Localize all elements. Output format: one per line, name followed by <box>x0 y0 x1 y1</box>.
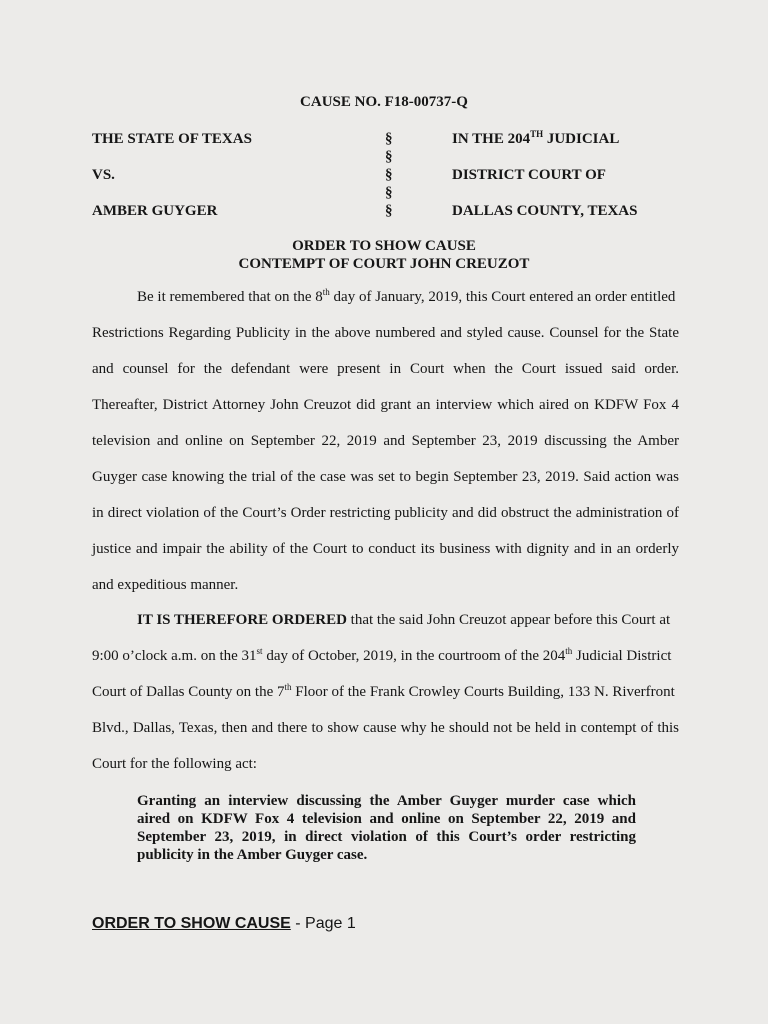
caption-court-line-3: DALLAS COUNTY, TEXAS <box>452 203 638 219</box>
caption-court-line-1: IN THE 204TH JUDICIAL <box>452 129 620 147</box>
caption-plaintiff: THE STATE OF TEXAS <box>92 131 252 147</box>
order-title: ORDER TO SHOW CAUSE <box>292 238 476 254</box>
paragraph-line: justice and impair the ability of the Court to conduct its business with dignity and in an orderly <box>92 541 679 557</box>
section-symbol: § <box>385 203 393 219</box>
section-symbol: § <box>385 149 393 165</box>
caption-versus: VS. <box>92 167 115 183</box>
paragraph-line: Thereafter, District Attorney John Creuzot did grant an interview which aired on KDFW Fox 4 <box>92 397 679 413</box>
act-line: Granting an interview discussing the Amber Guyger murder case which <box>137 793 636 809</box>
act-line: aired on KDFW Fox 4 television and online on September 22, 2019 and <box>137 811 636 827</box>
caption-defendant: AMBER GUYGER <box>92 203 218 219</box>
paragraph-line: Be it remembered that on the 8th day of January, 2019, this Court entered an order entitled <box>137 287 676 305</box>
paragraph-line: Restrictions Regarding Publicity in the above numbered and styled cause. Counsel for the State <box>92 325 679 341</box>
paragraph-line: Court of Dallas County on the 7th Floor of the Frank Crowley Courts Building, 133 N. Riverfront <box>92 682 675 700</box>
paragraph-line: and expeditious manner. <box>92 577 239 593</box>
paragraph-line: television and online on September 22, 2019 and September 23, 2019 discussing the Amber <box>92 433 679 449</box>
act-line: publicity in the Amber Guyger case. <box>137 847 368 863</box>
paragraph-line: in direct violation of the Court’s Order restricting publicity and did obstruct the administration of <box>92 505 679 521</box>
paragraph-line: and counsel for the defendant were present in Court when the Court issued said order. <box>92 361 679 377</box>
footer-page-number: - Page 1 <box>290 915 356 932</box>
act-line: September 23, 2019, in direct violation of this Court’s order restricting <box>137 829 636 845</box>
ordered-clause: IT IS THEREFORE ORDERED <box>137 612 347 628</box>
section-symbol: § <box>385 131 393 147</box>
paragraph-line: Blvd., Dallas, Texas, then and there to show cause why he should not be held in contempt of this <box>92 720 679 736</box>
section-symbol: § <box>385 185 393 201</box>
order-subtitle: CONTEMPT OF COURT JOHN CREUZOT <box>238 256 530 272</box>
paragraph-line: IT IS THEREFORE ORDERED that the said John Creuzot appear before this Court at <box>137 612 671 628</box>
section-symbol: § <box>385 167 393 183</box>
caption-court-line-2: DISTRICT COURT OF <box>452 167 606 183</box>
cause-number: CAUSE NO. F18-00737-Q <box>300 94 468 110</box>
paragraph-line: 9:00 o’clock a.m. on the 31st day of October, 2019, in the courtroom of the 204th Judicial District <box>92 646 672 664</box>
paragraph-line: Court for the following act: <box>92 756 257 772</box>
page-footer <box>92 915 356 933</box>
footer-title: ORDER TO SHOW CAUSE <box>92 915 291 932</box>
paragraph-line: Guyger case knowing the trial of the case was set to begin September 23, 2019. Said action was <box>92 469 679 485</box>
